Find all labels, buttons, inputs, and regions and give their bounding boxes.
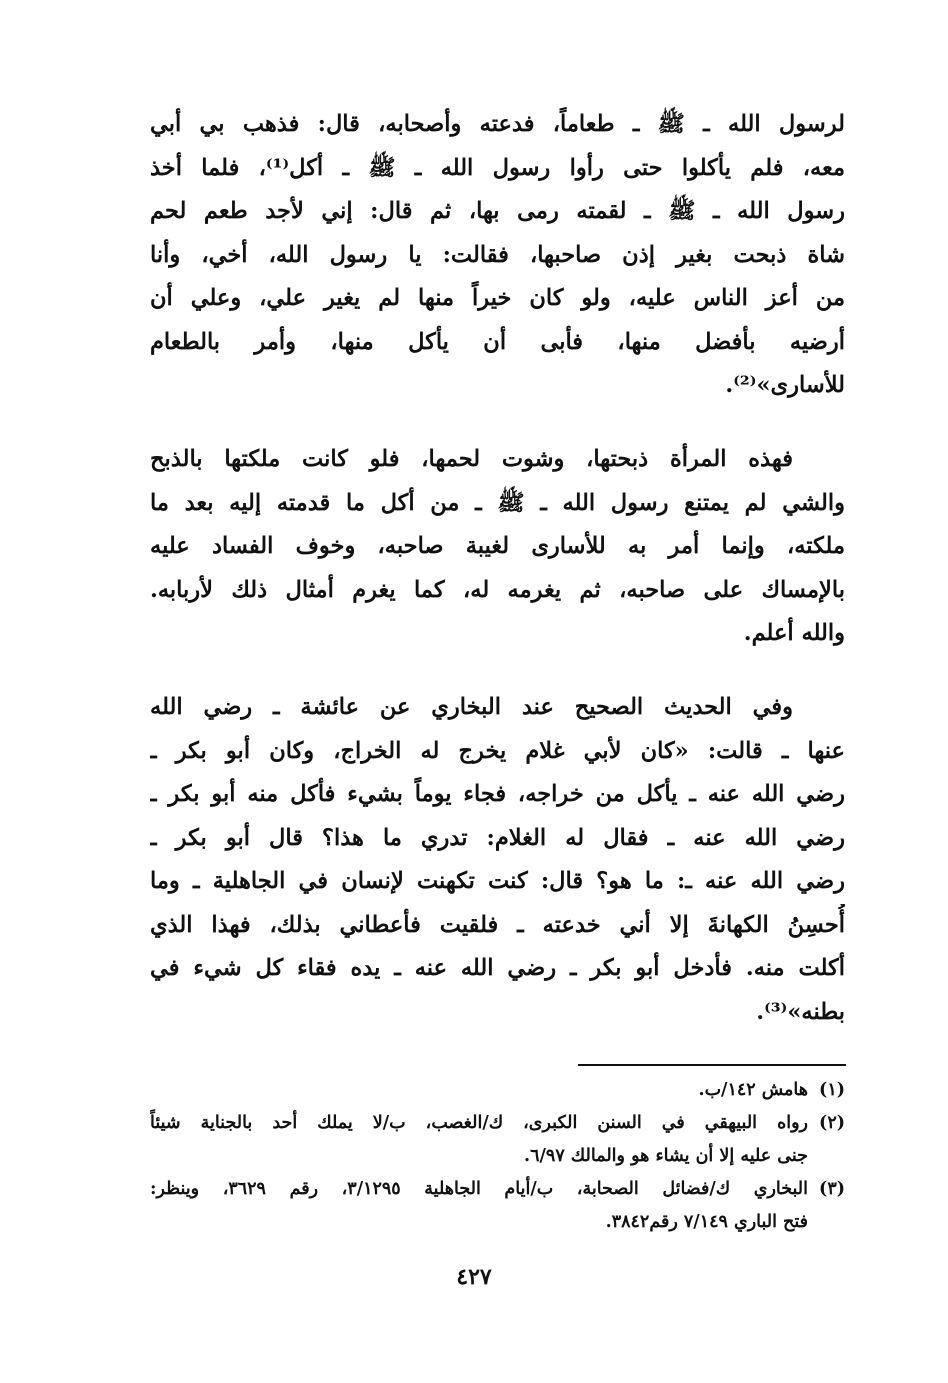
footnote-2 <box>150 1107 845 1140</box>
paragraph-1 <box>150 103 845 408</box>
text-line: معه، فلم يأكلوا حتى رأوا رسول الله ـ ﷺ ـ أكل⁽¹⁾، فلما أخذ <box>150 154 845 181</box>
text-line: رضي الله عنه ـ يأكل من خراجه، فجاء يوماً بشيء فأكل منه أبو بكر ـ <box>150 781 845 807</box>
text-line: بطنه»⁽³⁾. <box>756 998 845 1025</box>
text-line: رسول الله ـ ﷺ ـ لقمته رمى بها، ثم قال: إني لأجد طعم لحم <box>150 198 845 224</box>
footnote-divider <box>578 1064 846 1066</box>
footnote-number: (١) <box>819 1080 845 1100</box>
footnote-3-continuation: فتح الباري ٧/١٤٩ رقم٣٨٤٢. <box>605 1212 808 1232</box>
page-number: ٤٢٧ <box>456 1264 492 1290</box>
footnote-number: (٢) <box>819 1113 845 1133</box>
text-line: للأسارى»⁽²⁾. <box>725 372 845 398</box>
text-line: ملكته، وإنما أمر به للأسارى لغيبة صاحبه، وخوف الفساد عليه <box>150 533 845 559</box>
footnotes <box>150 1074 845 1239</box>
text-line: عنها ـ قالت: «كان لأبي غلام يخرج له الخراج، وكان أبو بكر ـ <box>150 737 845 764</box>
text-line: فهذه المرأة ذبحتها، وشوت لحمها، فلو كانت ملكتها بالذبح <box>150 446 793 472</box>
text-line: أكلت منه. فأدخل أبو بكر ـ رضي الله عنه ـ يده فقاء كل شيء في <box>150 955 845 981</box>
footnote-2-continuation: جنى عليه إلا أن يشاء هو والمالك ٦/٩٧. <box>524 1146 808 1166</box>
text-line: لرسول الله ـ ﷺ ـ طعاماً، فدعته وأصحابه، قال: فذهب بي أبي <box>150 111 845 137</box>
footnote-text: البخاري ك/فضائل الصحابة، ب/أيام الجاهلية ٣/١٢٩٥، رقم ٣٦٢٩، وينظر: <box>150 1179 808 1199</box>
text-line: أُحسِنُ الكهانةَ إلا أني خدعته ـ فلقيت فأعطاني بذلك، فهذا الذي <box>150 911 845 938</box>
text-line: والله أعلم. <box>743 620 845 646</box>
paragraph-3 <box>150 686 845 1034</box>
footnote-number: (٣) <box>819 1179 845 1199</box>
text-line: وفي الحديث الصحيح عند البخاري عن عائشة ـ رضي الله <box>150 694 793 720</box>
footnote-text: هامش ١٤٢/ب. <box>698 1080 808 1100</box>
text-line: من أعز الناس عليه، ولو كان خيراً منها لم يغير علي، وعلي أن <box>150 285 845 311</box>
text-line: شاة ذبحت بغير إذن صاحبها، فقالت: يا رسول الله، أخي، وأنا <box>150 241 845 268</box>
text-line: والشي لم يمتنع رسول الله ـ ﷺ ـ من أكل ما قدمته إليه بعد ما <box>150 489 845 516</box>
text-line: رضي الله عنه ـ فقال له الغلام: تدري ما هذا؟ قال أبو بكر ـ <box>150 824 845 851</box>
text-line: أرضيه بأفضل منها، فأبى أن يأكل منها، وأمر بالطعام <box>150 328 845 355</box>
footnote-3 <box>150 1173 845 1206</box>
footnote-text: رواه البيهقي في السنن الكبرى، ك/الغصب، ب/لا يملك أحد بالجناية شيئاً <box>150 1113 808 1133</box>
text-line: بالإمساك على صاحبه، ثم يغرمه له، كما يغرم أمثال ذلك لأربابه. <box>150 576 845 603</box>
footnote-1 <box>150 1074 845 1107</box>
paragraph-2 <box>150 438 845 656</box>
text-line: رضي الله عنه ـ: ما هو؟ قال: كنت تكهنت لإنسان في الجاهلية ـ وما <box>150 868 845 894</box>
